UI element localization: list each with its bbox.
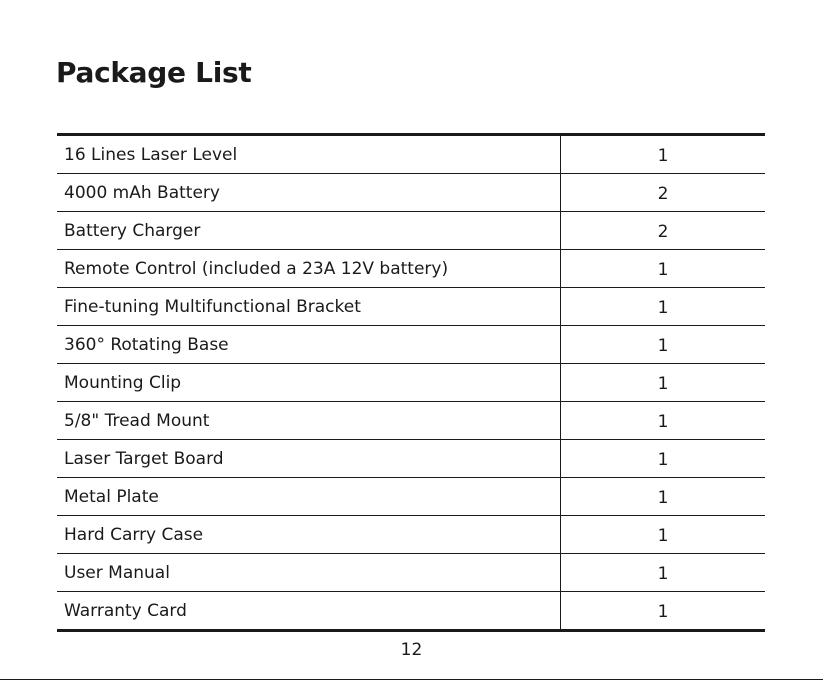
item-name: Metal Plate [57,478,561,516]
table-row [57,402,765,440]
item-quantity: 2 [561,212,766,250]
item-quantity: 2 [561,174,766,212]
table-row [57,364,765,402]
table-row [57,440,765,478]
item-quantity: 1 [561,326,766,364]
table-row [57,250,765,288]
item-quantity: 1 [561,516,766,554]
item-quantity: 1 [561,402,766,440]
table-row [57,554,765,592]
item-name: Battery Charger [57,212,561,250]
item-quantity: 1 [561,250,766,288]
item-quantity: 1 [657,601,669,622]
item-name: Fine-tuning Multifunctional Bracket [57,288,561,326]
item-name: 360° Rotating Base [57,326,561,364]
table-row [57,288,765,326]
bottom-divider [0,679,823,680]
table-row [57,326,765,364]
item-quantity: 1 [561,440,766,478]
table-row [57,174,765,212]
item-name: User Manual [57,554,561,592]
page-number: 12 [400,640,423,660]
item-quantity: 1 [561,288,766,326]
item-name: 4000 mAh Battery [57,174,561,212]
item-quantity: 1 [561,364,766,402]
item-quantity: 1 [561,478,766,516]
table-row [57,592,765,631]
package-list-table [57,133,765,632]
item-quantity: 1 [561,135,766,174]
item-name: Remote Control (included a 23A 12V battery) [57,250,561,288]
item-name: 16 Lines Laser Level [57,135,561,174]
table-row [57,478,765,516]
item-name: Mounting Clip [57,364,561,402]
table-row [57,516,765,554]
table-row [57,212,765,250]
item-name: Hard Carry Case [57,516,561,554]
item-name: Laser Target Board [57,440,561,478]
table-row [57,135,765,174]
item-quantity: 1 [561,554,766,592]
item-name: 5/8" Tread Mount [57,402,561,440]
page-title: Package List [56,56,252,89]
item-name: Warranty Card [57,592,561,631]
